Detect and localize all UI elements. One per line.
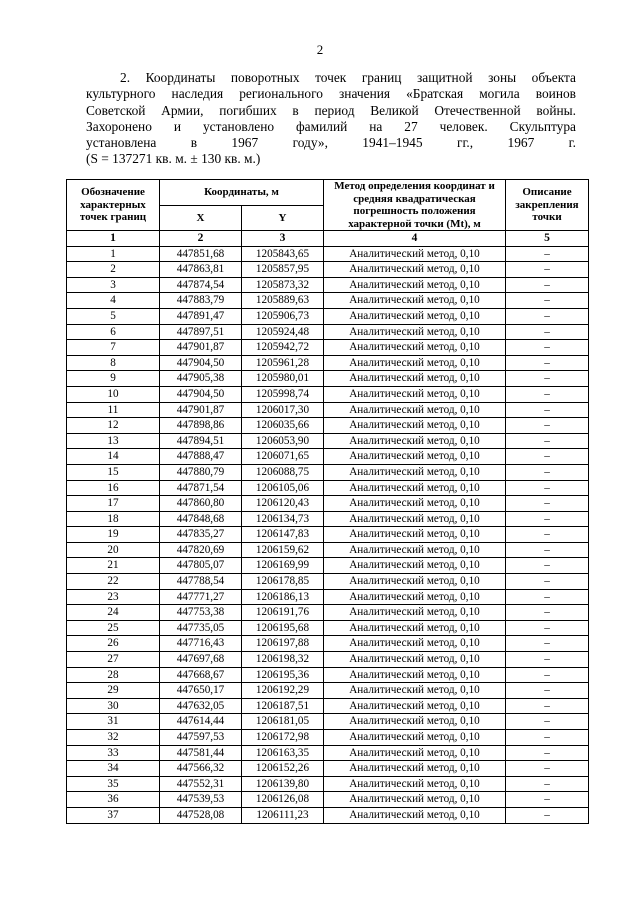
x-coordinate: 447697,68 (160, 652, 242, 668)
y-coordinate: 1206053,90 (242, 433, 324, 449)
x-coordinate: 447597,53 (160, 730, 242, 746)
y-coordinate: 1205998,74 (242, 386, 324, 402)
table-row (67, 558, 589, 574)
fixing-description: – (506, 340, 589, 356)
fixing-description: – (506, 386, 589, 402)
method-accuracy: Аналитический метод, 0,10 (324, 340, 506, 356)
point-number: 23 (67, 589, 160, 605)
point-designation-header: Обозначение характерных точек границ (67, 180, 160, 231)
y-coordinate: 1206111,23 (242, 807, 324, 823)
heading-line: культурного наследия регионального значения «Братская могила воинов (86, 86, 576, 102)
column-number: 4 (324, 231, 506, 247)
table-row (67, 418, 589, 434)
y-coordinate: 1205857,95 (242, 262, 324, 278)
y-coordinate: 1206147,83 (242, 527, 324, 543)
x-header: X (160, 205, 242, 231)
point-number: 35 (67, 776, 160, 792)
method-accuracy: Аналитический метод, 0,10 (324, 433, 506, 449)
method-accuracy: Аналитический метод, 0,10 (324, 558, 506, 574)
y-coordinate: 1206105,06 (242, 480, 324, 496)
method-accuracy: Аналитический метод, 0,10 (324, 355, 506, 371)
x-coordinate: 447904,50 (160, 386, 242, 402)
y-coordinate: 1205906,73 (242, 308, 324, 324)
x-coordinate: 447880,79 (160, 464, 242, 480)
fixing-description: – (506, 449, 589, 465)
method-accuracy: Аналитический метод, 0,10 (324, 277, 506, 293)
table-row (67, 293, 589, 309)
y-coordinate: 1206192,29 (242, 683, 324, 699)
fixing-description: – (506, 480, 589, 496)
x-coordinate: 447901,87 (160, 402, 242, 418)
table-row (67, 574, 589, 590)
y-coordinate: 1205942,72 (242, 340, 324, 356)
heading-line: установлена в 1967 году», 1941–1945 гг., 1967 г. (86, 135, 576, 151)
method-accuracy: Аналитический метод, 0,10 (324, 698, 506, 714)
fixing-description: – (506, 402, 589, 418)
x-coordinate: 447581,44 (160, 745, 242, 761)
table-row (67, 340, 589, 356)
point-number: 20 (67, 542, 160, 558)
fixing-description: – (506, 652, 589, 668)
method-accuracy: Аналитический метод, 0,10 (324, 589, 506, 605)
x-coordinate: 447788,54 (160, 574, 242, 590)
method-accuracy: Аналитический метод, 0,10 (324, 527, 506, 543)
method-accuracy: Аналитический метод, 0,10 (324, 496, 506, 512)
section-heading (86, 70, 576, 168)
point-number: 29 (67, 683, 160, 699)
x-coordinate: 447905,38 (160, 371, 242, 387)
x-coordinate: 447771,27 (160, 589, 242, 605)
y-coordinate: 1206159,62 (242, 542, 324, 558)
y-header: Y (242, 205, 324, 231)
table-row (67, 714, 589, 730)
y-coordinate: 1206195,68 (242, 620, 324, 636)
method-accuracy: Аналитический метод, 0,10 (324, 652, 506, 668)
point-number: 22 (67, 574, 160, 590)
point-number: 15 (67, 464, 160, 480)
column-number: 5 (506, 231, 589, 247)
table-row (67, 776, 589, 792)
method-accuracy: Аналитический метод, 0,10 (324, 745, 506, 761)
table-row (67, 480, 589, 496)
table-row (67, 402, 589, 418)
table-row (67, 511, 589, 527)
fixing-description: – (506, 730, 589, 746)
method-accuracy: Аналитический метод, 0,10 (324, 761, 506, 777)
fixing-description: – (506, 620, 589, 636)
fixing-description: – (506, 308, 589, 324)
x-coordinate: 447901,87 (160, 340, 242, 356)
fixing-description: – (506, 714, 589, 730)
method-accuracy: Аналитический метод, 0,10 (324, 792, 506, 808)
y-coordinate: 1206172,98 (242, 730, 324, 746)
point-number: 3 (67, 277, 160, 293)
table-row (67, 542, 589, 558)
table-row (67, 636, 589, 652)
method-accuracy: Аналитический метод, 0,10 (324, 776, 506, 792)
point-number: 14 (67, 449, 160, 465)
fixing-description: – (506, 464, 589, 480)
method-accuracy: Аналитический метод, 0,10 (324, 293, 506, 309)
table-row (67, 792, 589, 808)
y-coordinate: 1206163,35 (242, 745, 324, 761)
x-coordinate: 447891,47 (160, 308, 242, 324)
table-row (67, 698, 589, 714)
point-number: 11 (67, 402, 160, 418)
x-coordinate: 447735,05 (160, 620, 242, 636)
table-row (67, 324, 589, 340)
y-coordinate: 1206139,80 (242, 776, 324, 792)
fixing-description: – (506, 511, 589, 527)
y-coordinate: 1206186,13 (242, 589, 324, 605)
heading-line: Захоронено и установлено фамилий на 27 человек. Скульптура (86, 118, 576, 134)
table-row (67, 807, 589, 823)
table-row (67, 652, 589, 668)
x-coordinate: 447835,27 (160, 527, 242, 543)
point-number: 9 (67, 371, 160, 387)
method-accuracy: Аналитический метод, 0,10 (324, 807, 506, 823)
point-number: 4 (67, 293, 160, 309)
method-accuracy: Аналитический метод, 0,10 (324, 262, 506, 278)
column-number-row (67, 231, 589, 247)
fixing-description: – (506, 558, 589, 574)
x-coordinate: 447552,31 (160, 776, 242, 792)
point-number: 32 (67, 730, 160, 746)
point-number: 10 (67, 386, 160, 402)
point-number: 17 (67, 496, 160, 512)
x-coordinate: 447820,69 (160, 542, 242, 558)
point-number: 1 (67, 246, 160, 262)
point-number: 24 (67, 605, 160, 621)
fixing-description: – (506, 542, 589, 558)
point-number: 2 (67, 262, 160, 278)
point-number: 5 (67, 308, 160, 324)
y-coordinate: 1206152,26 (242, 761, 324, 777)
y-coordinate: 1206126,08 (242, 792, 324, 808)
y-coordinate: 1205924,48 (242, 324, 324, 340)
point-number: 12 (67, 418, 160, 434)
table-row (67, 745, 589, 761)
fixing-description: – (506, 698, 589, 714)
x-coordinate: 447716,43 (160, 636, 242, 652)
y-coordinate: 1205843,65 (242, 246, 324, 262)
x-coordinate: 447883,79 (160, 293, 242, 309)
y-coordinate: 1205961,28 (242, 355, 324, 371)
table-row (67, 605, 589, 621)
fixing-description: – (506, 745, 589, 761)
x-coordinate: 447528,08 (160, 807, 242, 823)
table-body (67, 246, 589, 823)
fixing-description: – (506, 262, 589, 278)
method-accuracy: Аналитический метод, 0,10 (324, 324, 506, 340)
point-number: 6 (67, 324, 160, 340)
point-number: 27 (67, 652, 160, 668)
fixing-description: – (506, 324, 589, 340)
column-number: 1 (67, 231, 160, 247)
y-coordinate: 1205873,32 (242, 277, 324, 293)
x-coordinate: 447805,07 (160, 558, 242, 574)
point-number: 16 (67, 480, 160, 496)
point-number: 25 (67, 620, 160, 636)
table-row (67, 433, 589, 449)
table-row (67, 620, 589, 636)
table-row (67, 277, 589, 293)
fixing-description: – (506, 246, 589, 262)
method-accuracy: Аналитический метод, 0,10 (324, 542, 506, 558)
x-coordinate: 447904,50 (160, 355, 242, 371)
heading-line: 2. Координаты поворотных точек границ защитной зоны объекта (120, 70, 576, 85)
y-coordinate: 1206035,66 (242, 418, 324, 434)
fixing-description: – (506, 277, 589, 293)
x-coordinate: 447650,17 (160, 683, 242, 699)
method-accuracy: Аналитический метод, 0,10 (324, 246, 506, 262)
fixing-description: – (506, 683, 589, 699)
x-coordinate: 447851,68 (160, 246, 242, 262)
table-row (67, 262, 589, 278)
method-accuracy: Аналитический метод, 0,10 (324, 730, 506, 746)
point-number: 8 (67, 355, 160, 371)
x-coordinate: 447668,67 (160, 667, 242, 683)
method-accuracy: Аналитический метод, 0,10 (324, 402, 506, 418)
method-accuracy: Аналитический метод, 0,10 (324, 605, 506, 621)
method-accuracy: Аналитический метод, 0,10 (324, 371, 506, 387)
point-number: 21 (67, 558, 160, 574)
method-accuracy: Аналитический метод, 0,10 (324, 308, 506, 324)
table-row (67, 386, 589, 402)
fixing-description: – (506, 355, 589, 371)
fixing-description: – (506, 761, 589, 777)
x-coordinate: 447863,81 (160, 262, 242, 278)
x-coordinate: 447848,68 (160, 511, 242, 527)
fixing-description: – (506, 418, 589, 434)
y-coordinate: 1205889,63 (242, 293, 324, 309)
point-number: 31 (67, 714, 160, 730)
y-coordinate: 1206134,73 (242, 511, 324, 527)
point-number: 37 (67, 807, 160, 823)
x-coordinate: 447888,47 (160, 449, 242, 465)
heading-line: (S = 137271 кв. м. ± 130 кв. м.) (86, 151, 261, 167)
y-coordinate: 1206120,43 (242, 496, 324, 512)
method-accuracy: Аналитический метод, 0,10 (324, 574, 506, 590)
table-row (67, 683, 589, 699)
x-coordinate: 447871,54 (160, 480, 242, 496)
fixing-description: – (506, 433, 589, 449)
table-row (67, 464, 589, 480)
fixing-description: – (506, 496, 589, 512)
y-coordinate: 1206187,51 (242, 698, 324, 714)
table-row (67, 449, 589, 465)
fixing-description: – (506, 605, 589, 621)
x-coordinate: 447753,38 (160, 605, 242, 621)
point-number: 34 (67, 761, 160, 777)
heading-line: Советской Армии, погибших в период Великой Отечественной войны. (86, 102, 576, 118)
point-number: 30 (67, 698, 160, 714)
method-accuracy: Аналитический метод, 0,10 (324, 464, 506, 480)
fixing-description: – (506, 636, 589, 652)
y-coordinate: 1206088,75 (242, 464, 324, 480)
description-header: Описание закрепления точки (506, 180, 589, 231)
x-coordinate: 447860,80 (160, 496, 242, 512)
x-coordinate: 447874,54 (160, 277, 242, 293)
fixing-description: – (506, 792, 589, 808)
point-number: 36 (67, 792, 160, 808)
fixing-description: – (506, 574, 589, 590)
y-coordinate: 1205980,01 (242, 371, 324, 387)
table-row (67, 371, 589, 387)
table-row (67, 761, 589, 777)
y-coordinate: 1206071,65 (242, 449, 324, 465)
y-coordinate: 1206198,32 (242, 652, 324, 668)
fixing-description: – (506, 589, 589, 605)
point-number: 19 (67, 527, 160, 543)
method-accuracy: Аналитический метод, 0,10 (324, 714, 506, 730)
table-row (67, 355, 589, 371)
x-coordinate: 447614,44 (160, 714, 242, 730)
method-accuracy: Аналитический метод, 0,10 (324, 511, 506, 527)
fixing-description: – (506, 807, 589, 823)
y-coordinate: 1206197,88 (242, 636, 324, 652)
fixing-description: – (506, 527, 589, 543)
method-accuracy: Аналитический метод, 0,10 (324, 480, 506, 496)
x-coordinate: 447539,53 (160, 792, 242, 808)
method-accuracy: Аналитический метод, 0,10 (324, 449, 506, 465)
table-row (67, 496, 589, 512)
y-coordinate: 1206178,85 (242, 574, 324, 590)
point-number: 26 (67, 636, 160, 652)
table-row (67, 667, 589, 683)
x-coordinate: 447894,51 (160, 433, 242, 449)
y-coordinate: 1206017,30 (242, 402, 324, 418)
column-number: 2 (160, 231, 242, 247)
y-coordinate: 1206191,76 (242, 605, 324, 621)
point-number: 13 (67, 433, 160, 449)
fixing-description: – (506, 371, 589, 387)
column-number: 3 (242, 231, 324, 247)
point-number: 33 (67, 745, 160, 761)
method-accuracy: Аналитический метод, 0,10 (324, 667, 506, 683)
y-coordinate: 1206195,36 (242, 667, 324, 683)
table-row (67, 589, 589, 605)
method-accuracy: Аналитический метод, 0,10 (324, 418, 506, 434)
coordinates-header: Координаты, м (160, 180, 324, 206)
x-coordinate: 447898,86 (160, 418, 242, 434)
point-number: 18 (67, 511, 160, 527)
coordinates-table (66, 179, 589, 824)
y-coordinate: 1206169,99 (242, 558, 324, 574)
table-row (67, 246, 589, 262)
fixing-description: – (506, 293, 589, 309)
point-number: 7 (67, 340, 160, 356)
x-coordinate: 447632,05 (160, 698, 242, 714)
point-number: 28 (67, 667, 160, 683)
fixing-description: – (506, 667, 589, 683)
table-row (67, 308, 589, 324)
method-accuracy: Аналитический метод, 0,10 (324, 683, 506, 699)
method-accuracy: Аналитический метод, 0,10 (324, 620, 506, 636)
x-coordinate: 447897,51 (160, 324, 242, 340)
method-accuracy: Аналитический метод, 0,10 (324, 386, 506, 402)
y-coordinate: 1206181,05 (242, 714, 324, 730)
method-accuracy: Аналитический метод, 0,10 (324, 636, 506, 652)
table-row (67, 527, 589, 543)
table-row (67, 730, 589, 746)
x-coordinate: 447566,32 (160, 761, 242, 777)
page-number: 2 (316, 42, 324, 57)
fixing-description: – (506, 776, 589, 792)
method-header: Метод определения координат и средняя квадратическая погрешность положения характерной точки (Mt), м (324, 180, 506, 231)
